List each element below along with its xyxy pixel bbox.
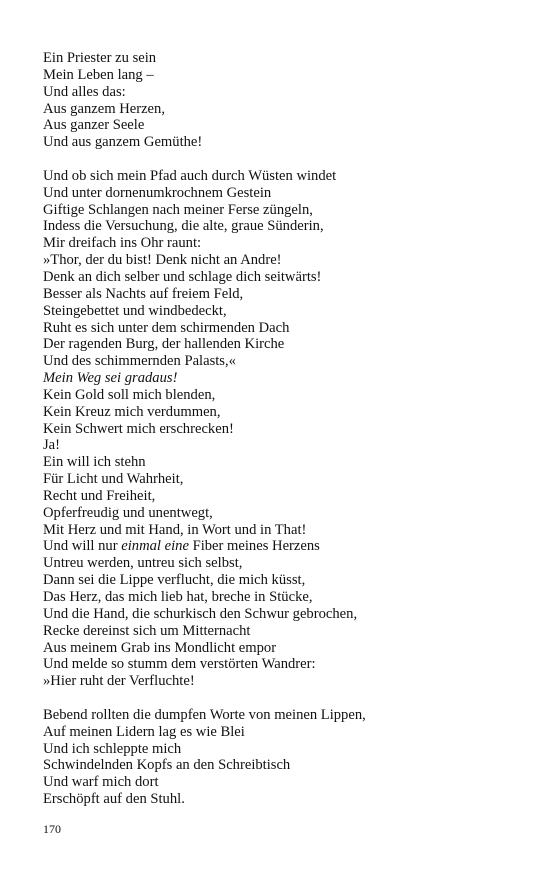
line-text: Mir dreifach ins Ohr raunt:	[43, 235, 202, 252]
verse-line	[43, 320, 523, 337]
verse-line	[43, 101, 523, 118]
verse-line	[43, 437, 523, 454]
verse-line	[43, 656, 523, 673]
verse-line	[43, 235, 523, 252]
verse-line	[43, 623, 523, 640]
verse-line	[43, 505, 523, 522]
line-text: »Hier ruht der Verfluchte!	[43, 673, 195, 690]
line-text: Ruht es sich unter dem schirmenden Dach	[43, 319, 290, 336]
page-number: 170	[43, 822, 61, 836]
verse-line	[43, 724, 523, 741]
verse-line	[43, 117, 523, 134]
line-text: Giftige Schlangen nach meiner Ferse züngeln,	[43, 201, 313, 218]
verse-line	[43, 488, 523, 505]
line-text: Besser als Nachts auf freiem Feld,	[43, 285, 244, 302]
verse-line	[43, 404, 523, 421]
verse-line	[43, 757, 523, 774]
verse-line	[43, 67, 523, 84]
line-text: Denk an dich selber und schlage dich seitwärts!	[43, 268, 322, 285]
line-text: Kein Schwert mich erschrecken!	[43, 420, 234, 437]
verse-line	[43, 640, 523, 657]
verse-line	[43, 370, 523, 387]
verse-line	[43, 50, 523, 67]
line-text: Und die Hand, die schurkisch den Schwur gebrochen,	[43, 605, 358, 622]
line-text: »Thor, der du bist! Denk nicht an Andre!	[43, 252, 282, 269]
line-text: Dann sei die Lippe verflucht, die mich küsst,	[43, 572, 306, 589]
line-text: Kein Kreuz mich verdummen,	[43, 403, 221, 420]
italic-text: Mein Weg sei gradaus!	[43, 370, 178, 387]
verse-line	[43, 555, 523, 572]
line-text: Ein will ich stehn	[43, 454, 146, 471]
line-text: Steingebettet und windbedeckt,	[43, 302, 227, 319]
line-text: Ein Priester zu sein	[43, 50, 157, 66]
line-text: Mein Leben lang –	[43, 66, 154, 83]
line-text: Auf meinen Lidern lag es wie Blei	[43, 723, 245, 740]
line-text: Erschöpft auf den Stuhl.	[43, 791, 185, 808]
verse-line	[43, 387, 523, 404]
verse-line	[43, 168, 523, 185]
verse-line	[43, 791, 523, 808]
verse-line	[43, 353, 523, 370]
poem-text	[43, 50, 523, 808]
stanza	[43, 168, 523, 690]
line-text: Mit Herz und mit Hand, in Wort und in That!	[43, 521, 307, 538]
verse-line	[43, 741, 523, 758]
line-text: Fiber meines Herzens	[188, 538, 320, 555]
line-text: Untreu werden, untreu sich selbst,	[43, 555, 243, 572]
verse-line	[43, 303, 523, 320]
line-text: Ja!	[43, 437, 61, 454]
verse-line	[43, 774, 523, 791]
line-text: Für Licht und Wahrheit,	[43, 471, 184, 488]
line-text: Und unter dornenumkrochnem Gestein	[43, 184, 272, 201]
verse-line	[43, 202, 523, 219]
line-text: Kein Gold soll mich blenden,	[43, 386, 216, 403]
verse-line	[43, 522, 523, 539]
verse-line	[43, 252, 523, 269]
verse-line	[43, 421, 523, 438]
line-text: Und aus ganzem Gemüthe!	[43, 134, 203, 151]
line-text: Und ob sich mein Pfad auch durch Wüsten windet	[43, 167, 337, 184]
line-text: Und des schimmernden Palasts,«	[43, 353, 236, 370]
line-text: Aus ganzer Seele	[43, 117, 145, 134]
line-text: Indess die Versuchung, die alte, graue Sünderin,	[43, 218, 324, 235]
verse-line	[43, 572, 523, 589]
verse-line	[43, 538, 523, 555]
line-text: Schwindelnden Kopfs an den Schreibtisch	[43, 757, 291, 774]
line-text: Aus meinem Grab ins Mondlicht empor	[43, 639, 277, 656]
line-text: Das Herz, das mich lieb hat, breche in Stücke,	[43, 589, 313, 605]
line-text: Und ich schleppte mich	[43, 740, 182, 757]
italic-text: einmal eine	[121, 538, 189, 555]
stanza	[43, 707, 523, 808]
line-text: Recht und Freiheit,	[43, 487, 156, 504]
verse-line	[43, 269, 523, 286]
verse-line	[43, 471, 523, 488]
verse-line	[43, 454, 523, 471]
line-text: Bebend rollten die dumpfen Worte von meinen Lippen,	[43, 706, 366, 723]
line-text: Der ragenden Burg, der hallenden Kirche	[43, 336, 285, 353]
stanza	[43, 50, 523, 151]
line-text: Und alles das:	[43, 83, 126, 100]
verse-line	[43, 185, 523, 202]
verse-line	[43, 589, 523, 606]
line-text: Recke dereinst sich um Mitternacht	[43, 622, 251, 639]
verse-line	[43, 606, 523, 623]
verse-line	[43, 286, 523, 303]
verse-line	[43, 707, 523, 724]
line-text: Opferfreudig und unentwegt,	[43, 504, 213, 521]
verse-line	[43, 336, 523, 353]
line-text: Aus ganzem Herzen,	[43, 100, 165, 117]
verse-line	[43, 673, 523, 690]
line-text: Und warf mich dort	[43, 774, 159, 791]
line-text: Und melde so stumm dem verstörten Wandrer:	[43, 656, 316, 673]
line-text: Und will nur	[43, 538, 122, 555]
verse-line	[43, 134, 523, 151]
verse-line	[43, 84, 523, 101]
verse-line	[43, 218, 523, 235]
